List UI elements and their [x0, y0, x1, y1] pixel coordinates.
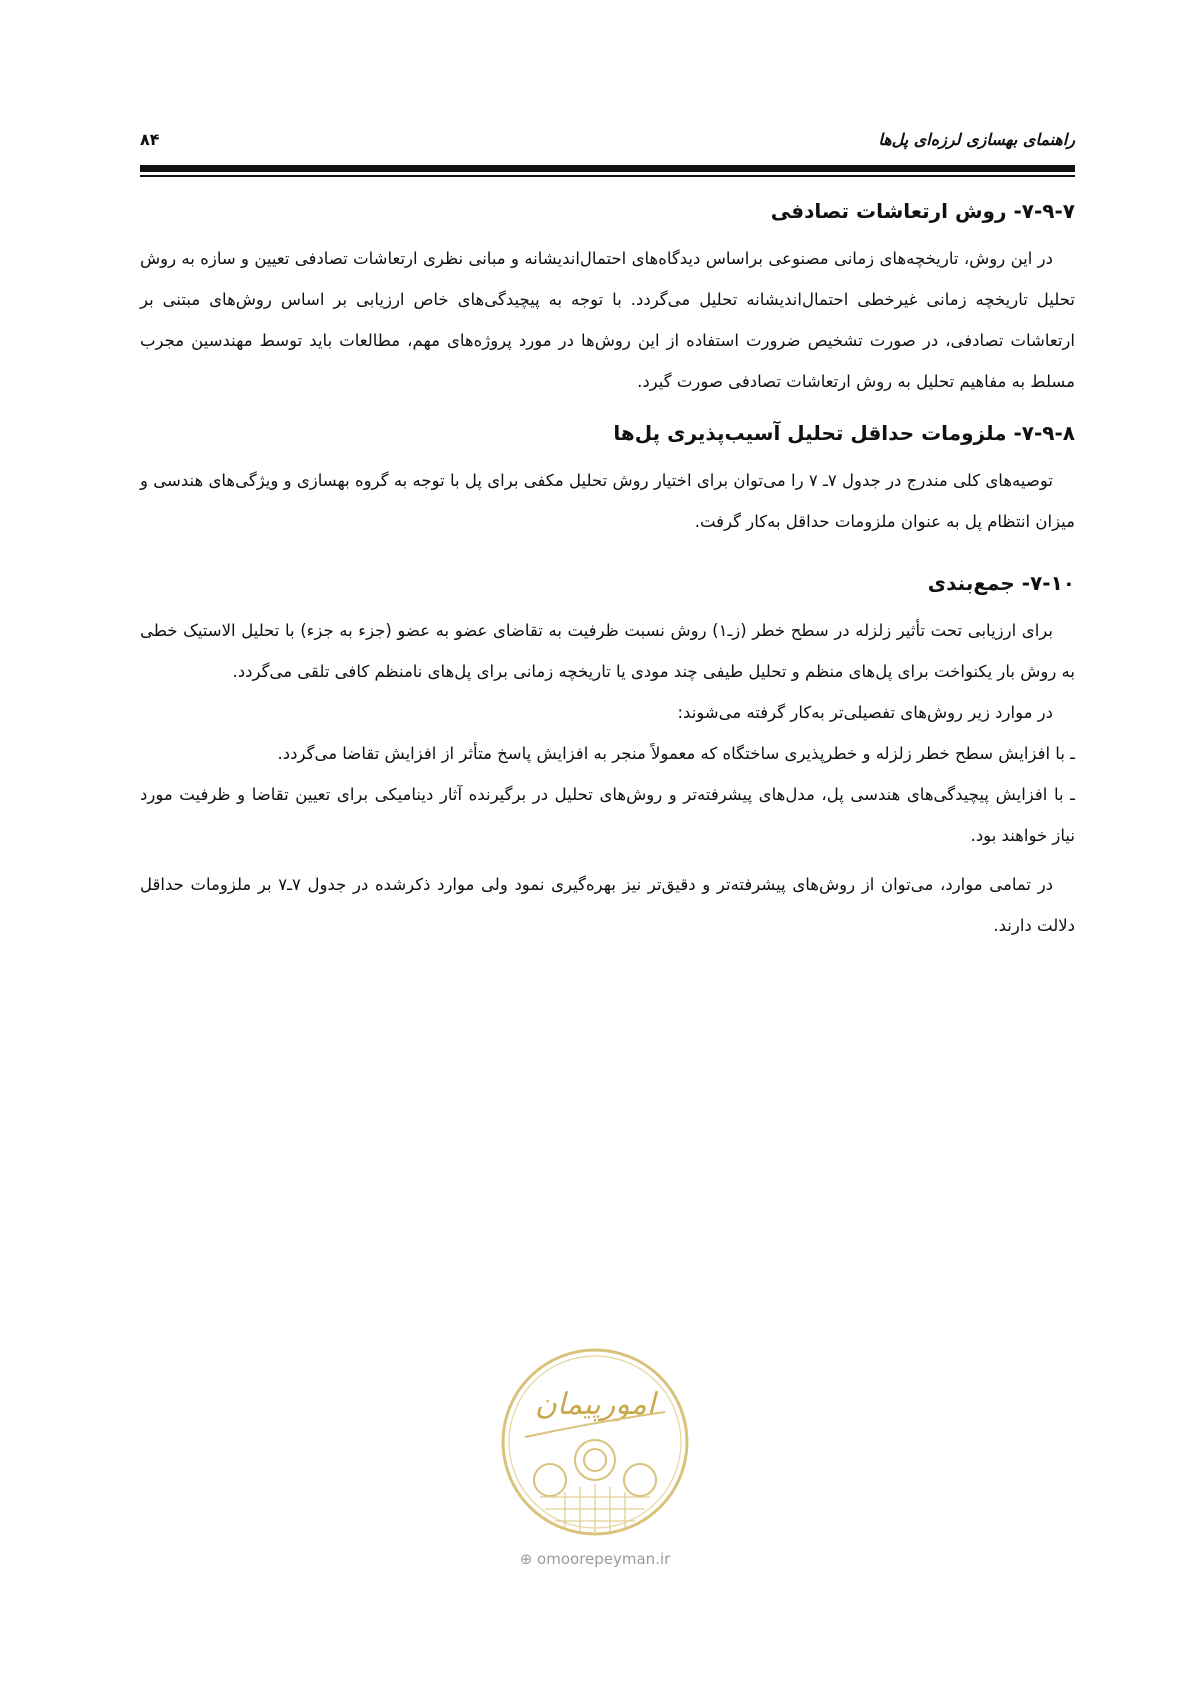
header-title: راهنمای بهسازی لرزه‌ای پل‌ها [878, 130, 1075, 149]
summary-bullet-1: ـ با افزایش سطح خطر زلزله و خطرپذیری ساختگاه که معمولاً منجر به افزایش پاسخ متأثر از افزایش تقاضا می‌گردد. [277, 744, 1075, 763]
header-rule-thin [140, 175, 1075, 177]
section-heading-summary: ۷-۱۰- جمع‌بندی [927, 571, 1075, 595]
summary-lead-line: در موارد زیر روش‌های تفصیلی‌تر به‌کار گرفته می‌شوند: [677, 703, 1053, 722]
website-globe-icon: ⊕ [519, 1550, 533, 1568]
body-content [140, 192, 1075, 946]
page-number: ۸۴ [140, 130, 160, 149]
section-heading-random-vibrations: ۷-۹-۷- روش ارتعاشات تصادفی [770, 199, 1075, 223]
summary-intro-paragraph: برای ارزیابی تحت تأثیر زلزله در سطح خطر (زـ۱) روش نسبت ظرفیت به تقاضای عضو به عضو (جزء به جزء) با تحلیل الاستیک خطی به روش بار یکنواخت برای پل‌های منظم و تحلیل طیفی چند مودی یا تاریخچه زمانی برای پل‌های نامنظم کافی تلقی می‌گردد. [140, 621, 1075, 681]
running-header [140, 128, 1075, 158]
summary-closing-paragraph: در تمامی موارد، می‌توان از روش‌های پیشرفته‌تر و دقیق‌تر نیز بهره‌گیری نمود ولی موارد ذکرشده در جدول ۷ـ۷ بر ملزومات حداقل دلالت دارند. [140, 875, 1075, 935]
summary-bullet-2: ـ با افزایش پیچیدگی‌های هندسی پل، مدل‌های پیشرفته‌تر و روش‌های تحلیل در برگیرنده آثار دینامیکی برای تعیین تقاضا و ظرفیت مورد نیاز خواهند بود. [140, 785, 1075, 845]
header-rule-thick [140, 165, 1075, 172]
website-text: omoorepeyman.ir [537, 1550, 671, 1568]
watermark-website [495, 1550, 695, 1568]
watermark-logo-text: امورپیمان [534, 1387, 656, 1422]
section-paragraph-random-vibrations: در این روش، تاریخچه‌های زمانی مصنوعی براساس دیدگاه‌های احتمال‌اندیشانه و مبانی نظری ارتعاشات تصادفی تعیین و سازه به روش تحلیل تاریخچه زمانی غیرخطی احتمال‌اندیشانه تحلیل می‌گردد. با توجه به پیچیدگی‌های خاص ارزیابی بر اساس روش‌های مبتنی بر ارتعاشات تصادفی، در صورت تشخیص ضرورت استفاده از این روش‌ها در مورد پروژه‌های مهم، مطالعات باید توسط مهندسین مجرب مسلط به مفاهیم تحلیل به روش ارتعاشات تصادفی صورت گیرد. [140, 249, 1075, 391]
section-heading-minimum-requirements: ۷-۹-۸- ملزومات حداقل تحلیل آسیب‌پذیری پل‌ها [613, 421, 1075, 445]
section-paragraph-minimum-requirements: توصیه‌های کلی مندرج در جدول ۷ـ ۷ را می‌توان برای اختیار روش تحلیل مکفی برای پل با توجه به گروه بهسازی و ویژگی‌های هندسی و میزان انتظام پل به عنوان ملزومات حداقل به‌کار گرفت. [140, 471, 1075, 531]
watermark-logo-icon [495, 1342, 695, 1542]
